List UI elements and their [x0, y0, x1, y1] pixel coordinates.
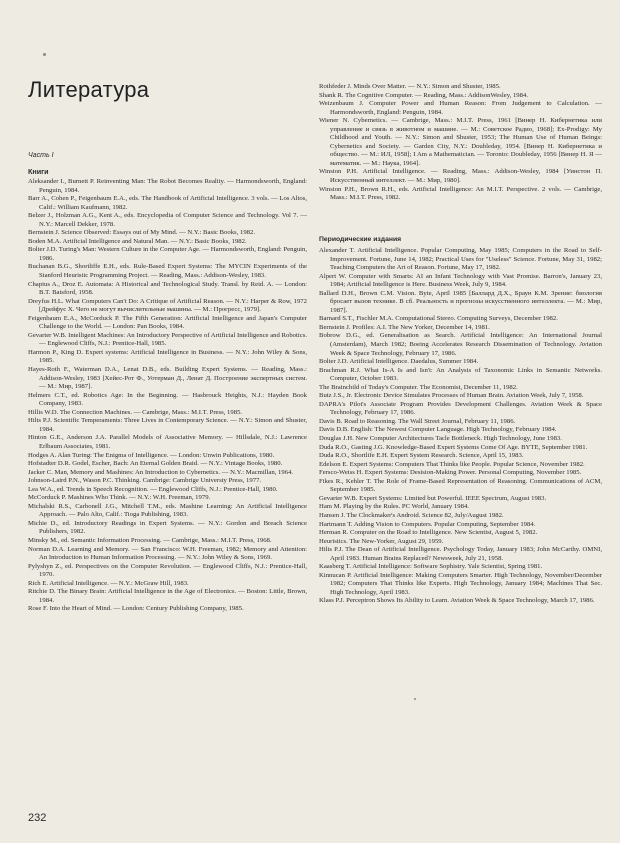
periodical-item: The Brainchild of Today's Computer. The Economist, December 11, 1982.	[319, 383, 518, 391]
scan-mark	[43, 53, 46, 56]
reference-item: Ritchie D. The Binary Brain: Artificial Intelligence in the Age of Electronics. — Boston: Little, Brown, 1984.	[28, 588, 307, 604]
reference-item: Gevarter W.B. Intelligent Machines: An Introductory Perspective of Artificial Intelligence and Robotics. — Englewood Cliffs, N.J.: Prentice-Hall, 1985.	[28, 331, 307, 348]
periodical-item: Davis B. Road to Reasoning. The Wall Street Journal, February 11, 1986.	[319, 417, 516, 425]
reference-item: Hilts P.J. Scientific Temperaments: Three Lives in Contemporary Science. — N.Y.: Simon and Shuster, 1984.	[28, 417, 307, 433]
part-label: Часть I	[28, 152, 54, 159]
reference-item: Boden M.A. Artificial Intelligence and Natural Man. — N.Y.: Basic Books, 1982.	[28, 237, 247, 245]
periodical-item: Douglas J.H. New Computer Architectures Tacle Bottleneck. High Technology, June 1983.	[319, 435, 562, 443]
reference-item: Johnson-Laird P.N., Wason P.C. Thinking. Cambrige: Cambrige Universty Press, 1977.	[28, 477, 262, 485]
periodical-item: Hilts P.J. The Dean of Artificial Intelligence. Psychology Today, January 1983; John McCarthy. OMNI, April 1983. Human Brains Replaced? Newsweek, July 21, 1958.	[319, 546, 602, 562]
periodicals-list	[319, 247, 602, 606]
reference-item: Dreyfus H.L. What Computers Can't Do: A Critique of Artificial Reason. — N.Y.: Harper & Row, 1972 [Дрейфус Х. Чего не могут вычислительные машины. — М.: Прогресс, 1979].	[28, 297, 307, 314]
reference-item: Bernstein J. Science Observed: Essays out of My Mind. — N.Y.: Basic Books, 1982.	[28, 229, 256, 237]
reference-item: Bolter J.D. Turing's Man: Western Culture in the Computer Age. — Harmondsworth, England: Penguin, 1986.	[28, 246, 307, 262]
periodical-item: Hansen J. The Clockmaker's Android. Science 82, July/August 1982.	[319, 511, 504, 519]
reference-item: Rothfeder J. Minds Over Matter. — N.Y.: Simon and Shuster, 1985.	[319, 83, 501, 90]
books-list-continued	[319, 83, 602, 203]
periodical-item: Davis D.B. English: The Newest Computer Language. High Technology, February 1984.	[319, 426, 557, 434]
periodical-item: Kinnucan P. Artificial Intelligence: Making Computers Smarter. High Technology, November/December 1982; Computers That Thinks like Experts. High Technology, January 1984; Machines That Sec. High Technology, April 1983.	[319, 571, 602, 596]
periodical-item: Ballard D.H., Brown C.M. Vision. Byte, April 1985 [Баллард Д.Х., Браун К.М. Зрение: биология бросает вызов технике. В сб. Реальность и прогнозы искусственного интеллекта. — М.: Мир, 1987].	[319, 289, 602, 314]
reference-item: Hillis W.D. The Connection Machines. — Cambrige, Mass.: M.I.T. Press, 1985.	[28, 408, 243, 416]
reference-item: Norman D.A. Learning and Memory. — San Francisco: W.H. Freeman, 1982; Memory and Attention: An Introduction to Human Information Processing. — N.Y.: John Wiley & Sons, 1969.	[28, 545, 307, 562]
reference-item: Helmers C.T., ed. Robotics Age: In the Beginning. — Hasbrouck Heights, N.J.: Hayden Book Company, 1983.	[28, 391, 307, 408]
page-number: 232	[28, 812, 47, 824]
reference-item: Hinton G.E., Anderson J.A. Parallel Models of Associative Memory. — Hillsdale, N.J.: Lawrence Erlbaum Associates, 1981.	[28, 434, 307, 450]
reference-item: Michalski R.S., Carbonell J.G., Mitchell T.M., eds. Mashine Learning: An Artificial Intelligence Approach. — Palo Alto, Calif.: Tioga Publishing, 1983.	[28, 502, 307, 519]
reference-item: Rich E. Artificial Intelligence. — N.Y.: McGraw Hill, 1983.	[28, 579, 189, 587]
periodical-item: Edelson E. Expert Systems: Computers That Thinks like People. Popular Science, November 1982.	[319, 460, 585, 468]
reference-item: Lea W.A., ed. Trends in Speech Recognition. — Englewood Cliffs, N.J.: Prentice-Hall, 1980.	[28, 485, 278, 493]
reference-item: Aleksander I., Burnett P. Reinventing Man: The Robot Becomes Reality. — Harmondsworth, England: Penguin, 1984.	[28, 178, 307, 194]
periodical-item: Hartmann T. Adding Vision to Computers. Popular Computing, September 1984.	[319, 520, 536, 528]
books-list	[28, 178, 307, 614]
reference-item: Hofstadter D.R. Godel, Escher, Bach: An Eternal Golden Braid. — N.Y.: Vintage Books, 1980.	[28, 460, 283, 468]
periodical-item: Ham M. Playing by the Rules. PC World, January 1984.	[319, 503, 469, 511]
reference-item: Chapius A., Droz E. Automata: A Historical and Technological Study. Transl. by Reid. A. — London: B.T. Batsford, 1958.	[28, 280, 307, 297]
periodical-item: Alpert W. Computer with Smarts: AI an Infant Technology with Vast Promise. Barron's, January 23, 1984; Artificial Intelligence is Here. Business Week, July 9, 1984.	[319, 272, 602, 289]
reference-item: Hayes-Roth F., Waterman D.A., Lenat D.B., eds. Building Expert Systems. — Reading, Mass.: Addison-Wesley, 1983 [Хейес-Рот Ф., Уотерман Д., Ленат Д. Построение экспертных систем. — М.: Мир, 1987].	[28, 366, 307, 391]
reference-item: Hodges A. Alan Turing: The Enigma of Intelligence. — London: Unwin Publications, 1980.	[28, 451, 275, 459]
reference-item: Michie D., ed. Introductory Readings in Expert Systems. — N.Y.: Gordon and Breach Science Publishers, 1982.	[28, 519, 307, 536]
periodical-item: Fikes R., Kehler T. The Role of Frame-Based Representation of Reasoning. Communications of ACM, September 1985.	[319, 477, 602, 494]
periodical-item: Duda R.O., Gasting J.G. Knowledge-Based Expert Systems Come Of Age. BYTE, September 1981.	[319, 443, 588, 451]
periodical-item: Herman R. Computer on the Road to Intelligence. New Scientist, August 5, 1982.	[319, 529, 538, 537]
scan-mark	[414, 698, 416, 700]
periodical-item: Fersco-Weiss H. Expert Systems: Desision-Making Power. Personal Computing, November 1985.	[319, 469, 582, 477]
periodicals-heading: Периодические издания	[319, 236, 402, 243]
periodical-item: Heuristics. The New-Yorker, August 29, 1959.	[319, 537, 444, 545]
reference-item: Feigenbaum E.A., McCorduck P. The Fifth Generation: Artificial Intelligence and Japan's Computer Challenge to the World. — London: Pan Books, 1984.	[28, 314, 307, 331]
reference-item: Winston P.H., Brown R.H., eds. Artificial Intelligence: An M.I.T. Perspective. 2 vols. — Cambrige, Mass.: M.I.T. Press, 1982.	[319, 185, 602, 202]
reference-item: Jacker C. Man, Memory and Mashines: An Introduction to Cybernetics. — N.Y.: Macmillan, 1964.	[28, 468, 294, 476]
reference-item: Minsky M., ed. Semantic Information Processing. — Cambrige, Mass.: M.I.T. Press, 1968.	[28, 536, 272, 544]
reference-item: Harmon P., King D. Expert systems: Artificial Intelligence in Business. — N.Y.: John Wiley & Sons, 1985.	[28, 348, 307, 365]
periodical-item: Duda R.O., Shortlife E.H. Expert System Research. Science, April 15, 1983.	[319, 452, 524, 460]
periodical-item: Klass P.J. Perceptron Shows Its Ability to Learn. Aviation Week & Space Technology, March 17, 1986.	[319, 597, 595, 605]
reference-item: Weizenbaum J. Computer Power and Human Reason: From Judgement to Calculation. — Harmondsworth, England: Penguin, 1984.	[319, 100, 602, 116]
books-heading: Книги	[28, 167, 49, 176]
periodical-item: Brachman R.J. What Is-A Is and Isn't: An Analysis of Taxonomic Links in Semantic Networks. Computer, October 1983.	[319, 366, 602, 383]
reference-item: Rose F. Into the Heart of Mind. — London: Century Publishing Company, 1985.	[28, 605, 244, 613]
periodical-item: Alexander T. Artificial Intelligence. Popular Computing, May 1985; Computers in the Road to Self-Improvement. Fortune, June 14, 1982; Practical Uses for "Useless" Science. Fortune, May 31, 1982; Teaching Computers the Art of Reason. Fortune, May 17, 1982.	[319, 247, 602, 272]
reference-item: McCorduck P. Mashines Who Think. — N.Y.: W.H. Freeman, 1979.	[28, 494, 211, 502]
reference-item: Shank R. The Cognitive Computer. — Reading, Mass.: AddisonWesley, 1984.	[319, 91, 528, 99]
periodical-item: Barnard S.T., Fischler M.A. Computational Stereo. Computing Surveys, December 1982.	[319, 315, 558, 323]
periodical-item: Bobrow D.G., ed. Generalisation as Search. Artificial Intelligence: An International Journal (Amsterdam), March 1982; Boeing Accelerates Research Dissemination of Technology. Aviation Week & Space Technology, February 17, 1986.	[319, 332, 602, 357]
page-title: Литература	[28, 76, 150, 102]
periodical-item: Butz J.S., Jr. Electronic Device Simulates Processes of Human Brain. Aviation Week, July 7, 1958.	[319, 392, 584, 400]
periodical-item: Gevarter W.B. Expert Systems: Limited but Powerful. IEEE Spectrum, August 1983.	[319, 494, 547, 502]
reference-item: Buchanan B.G., Shortliffe E.H., eds. Rule-Based Expert Systems: The MYCIN Experiments of the Stanford Heuristic Programming Project. — Reading, Mass.: Addison-Wesley, 1983.	[28, 263, 307, 280]
reference-item: Wiener N. Cybernetics. — Cambrige, Mass.: M.I.T. Press, 1961 [Винер Н. Кибернетика или управление и связь в животном и машине. — М.: Советское Радио, 1968]; Ex-Prodigy: My Childhood and Youth. — N.Y.: Simon and Shuster, 1953; The Human Use of Human Beings: Cybernetics and Society. — Garden City, N.Y.: Doubleday, 1954. [Винер Н. Кибернетика и общество. — М.: ИЛ, 1958]; I Am a Mathematician. — Toronto: Doubleday, 1956 [Винер Н. Я — математик. — М.: Наука, 1964].	[319, 117, 602, 167]
periodical-item: Kaasberg T. Artificial Intelligence: Software Sophistry. Yale Scientist, Spring 1981.	[319, 563, 543, 571]
periodical-item: Bolter J.D. Artificial Intelligence. Daedalus, Summer 1984.	[319, 358, 479, 366]
reference-item: Barr A., Cohen P., Feigenbaum E.A., eds. The Handbook of Artificial Intelligence. 3 vols. — Los Altos, Calif.: William Kaufmann, 1982.	[28, 195, 307, 211]
reference-item: Winston P.H. Artificial Intelligence. — Reading, Mass.: Addison-Wesley, 1984 [Уинстон П. Искусственный интеллект. — М.: Мир, 1980].	[319, 168, 602, 185]
periodical-item: Bernstein J. Profiles: A.I. The New Yorker, December 14, 1981.	[319, 323, 490, 331]
periodical-item: DAPRA's Pilot's Associate Program Provides Development Challenges. Aviation Week & Space Technology, February 17, 1986.	[319, 400, 602, 417]
reference-item: Pylyshyn Z., ed. Perspectives on the Computer Revolution. — Englewood Cliffs, N.J.: Prentice-Hall, 1970.	[28, 562, 307, 579]
reference-item: Belzer J., Holzman A.G., Kent A., eds. Encyclopedia of Computer Science and Technology. Vol 7. — N.Y.: Marcell Dekker, 1978.	[28, 212, 307, 228]
